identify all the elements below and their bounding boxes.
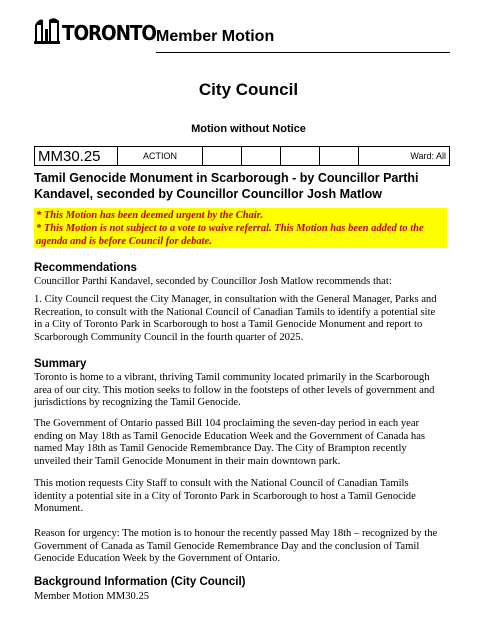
text-line: Toronto is home to a vibrant, thriving Tamil community located primarily in the Scarborough [34, 372, 430, 383]
text-line: Recreation, to consult with the National Council of Canadian Tamils to identify a potential site [34, 306, 436, 318]
summary-paragraph [34, 418, 454, 468]
recommendations-intro [34, 276, 454, 289]
title-line: Tamil Genocide Monument in Scarborough - by Councillor Parthi [34, 171, 419, 185]
text-line: ending on May 18th as Tamil Genocide Education Week and the Government of Canada has [34, 430, 426, 442]
action-label: ACTION [118, 147, 203, 166]
recommendations-heading: Recommendations [34, 262, 137, 274]
text-line: Reason for urgency: The motion is to honour the recently passed May 18th – recognized by the [34, 528, 438, 539]
urgent-line: * This Motion is not subject to a vote to waive referral. This Motion has been added to the [36, 223, 424, 234]
empty-cell [203, 147, 242, 166]
title-line: Kandavel, seconded by Councillor Councillor Josh Matlow [34, 187, 382, 201]
item-id-table [34, 146, 450, 166]
item-id: MM30.25 [35, 147, 118, 166]
summary-paragraph [34, 372, 454, 410]
header-divider [156, 52, 450, 53]
text-line: jurisdictions by recognizing the Tamil Genocide. [34, 397, 241, 409]
city-hall-icon [34, 17, 60, 45]
summary-paragraph [34, 478, 454, 516]
text-line: 1. City Council request the City Manager, in consultation with the General Manager, Parks and [34, 294, 437, 305]
text-line: Government of Canada as Tamil Genocide Remembrance Day and the conclusion of Tamil [34, 540, 420, 552]
text-line: in a City of Toronto Park in Scarborough to host a Tamil Genocide Monument and report to [34, 319, 423, 331]
urgent-line: * This Motion has been deemed urgent by the Chair. [36, 210, 263, 221]
urgent-notice [34, 208, 447, 248]
motion-notice: Motion without Notice [191, 123, 306, 135]
text-line: Councillor Parthi Kandavel, seconded by Councillor Josh Matlow recommends that: [34, 276, 392, 287]
text-line: Scarborough Community Council in the fourth quarter of 2025. [34, 331, 304, 343]
summary-heading: Summary [34, 358, 87, 370]
summary-paragraph [34, 528, 454, 566]
document-type: Member Motion [156, 28, 275, 45]
text-line: The Government of Ontario passed Bill 104 proclaiming the seven-day period in each year [34, 418, 420, 429]
logo-wordmark: TORONTO [62, 21, 156, 45]
background-link[interactable]: Member Motion MM30.25 [34, 591, 150, 602]
empty-cell [281, 147, 320, 166]
background-heading: Background Information (City Council) [34, 576, 246, 588]
background-item [34, 591, 454, 604]
empty-cell [242, 147, 281, 166]
text-line: identity a potential site in a City of Toronto Park in Scarborough to host a Tamil Genocide [34, 490, 416, 502]
text-line: This motion requests City Staff to consult with the National Council of Canadian Tamils [34, 478, 409, 489]
motion-title [34, 170, 454, 202]
text-line: unveiled their Tamil Genocide Monument in their main downtown park. [34, 455, 341, 467]
toronto-logo [34, 17, 156, 49]
empty-cell [320, 147, 359, 166]
text-line: Monument. [34, 503, 84, 515]
urgent-line: agenda and is before Council for debate. [36, 236, 212, 247]
text-line: named May 18th as Tamil Genocide Remembrance Day. The City of Brampton recently [34, 443, 407, 455]
text-line: Genocide Education Week by the Government of Ontario. [34, 553, 281, 565]
text-line: area of our city. This motion seeks to follow in the footsteps of other levels of government and [34, 384, 435, 396]
ward-label: Ward: All [359, 147, 450, 166]
recommendation-item [34, 294, 454, 344]
council-title: City Council [198, 80, 299, 99]
